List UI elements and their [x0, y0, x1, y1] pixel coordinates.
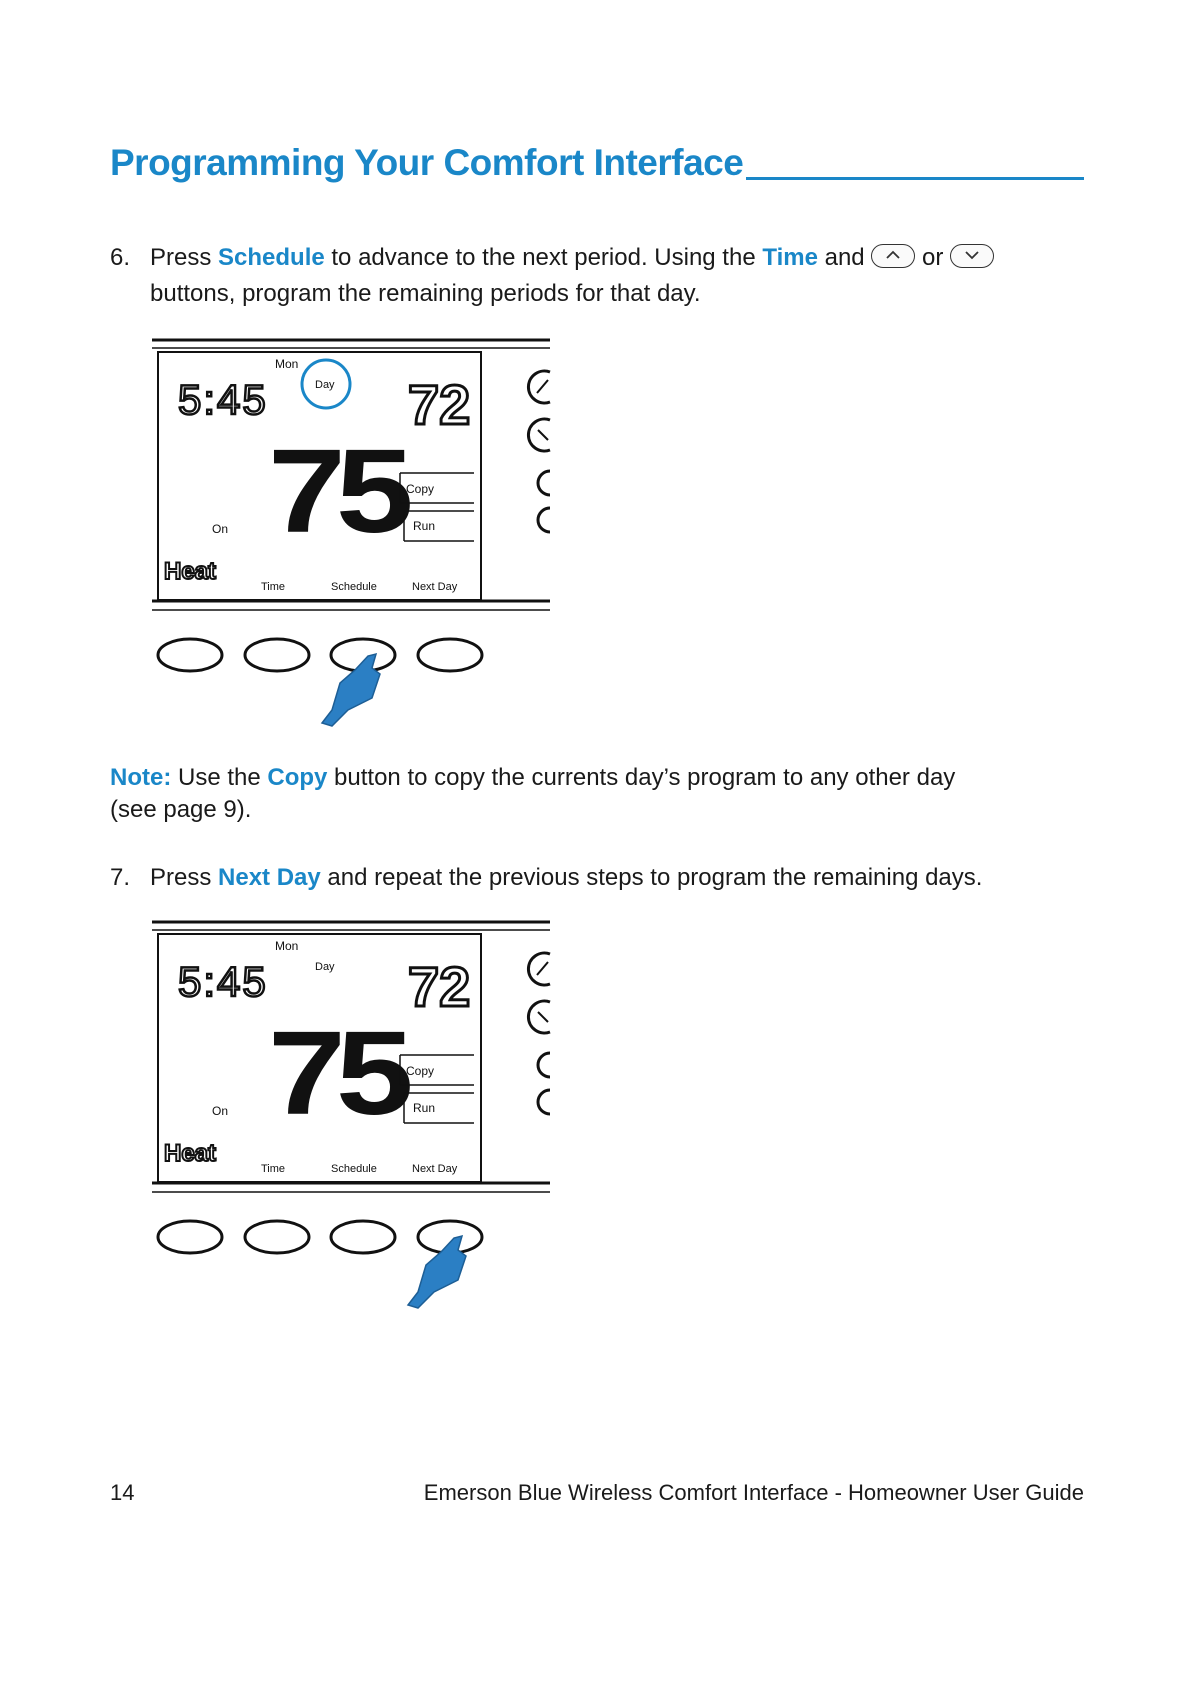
step-number: 7.	[110, 864, 131, 891]
next-day-button	[331, 1221, 395, 1253]
heat-mode-label: Heat	[164, 1140, 217, 1167]
softkey-next-day: Next Day	[412, 1163, 458, 1175]
clock-readout: 5:45	[178, 958, 268, 1005]
heat-mode-label: Heat	[164, 558, 217, 585]
next-day-term: Next Day	[218, 864, 321, 891]
clock-readout: 5:45	[178, 376, 268, 423]
note: Note: Use the Copy button to copy the currents day’s program to any other day	[110, 764, 956, 791]
day-label: Day	[315, 961, 335, 973]
time-button	[158, 1221, 222, 1253]
fourth-button	[418, 639, 482, 671]
copy-label: Copy	[406, 482, 435, 496]
pointing-hand-icon	[408, 1236, 466, 1308]
page-number: 14	[110, 1480, 135, 1505]
copy-term: Copy	[267, 764, 328, 791]
softkey-schedule: Schedule	[331, 1163, 377, 1175]
step-text: Press Schedule to advance to the next period. Using the Time and or	[150, 240, 994, 275]
note-label: Note:	[110, 764, 172, 791]
run-label: Run	[413, 519, 436, 533]
footer-guide-title: Emerson Blue Wireless Comfort Interface - Homeowner User Guide	[423, 1480, 1084, 1505]
day-name: Mon	[275, 357, 299, 371]
up-arrow-button-icon	[871, 244, 915, 268]
schedule-button	[245, 1221, 309, 1253]
softkey-schedule: Schedule	[331, 581, 377, 593]
thermostat-illustration-schedule	[150, 338, 560, 730]
time-button	[158, 639, 222, 671]
run-label: Run	[413, 1101, 436, 1115]
fan-on-label: On	[212, 522, 229, 536]
day-label: Day	[315, 379, 335, 391]
page-title: Programming Your Comfort Interface	[110, 142, 744, 183]
softkey-next-day: Next Day	[412, 581, 458, 593]
setpoint-readout: 75	[268, 1005, 404, 1140]
step-number: 6.	[110, 244, 131, 271]
softkey-time: Time	[261, 581, 286, 593]
day-name: Mon	[275, 939, 299, 953]
time-term: Time	[762, 244, 818, 271]
room-temp-readout: 72	[408, 373, 471, 436]
schedule-button	[245, 639, 309, 671]
pointing-hand-icon	[322, 654, 380, 726]
down-arrow-button-icon	[950, 244, 994, 268]
title-rule	[746, 177, 1084, 180]
note-line2: (see page 9).	[110, 796, 252, 823]
copy-label: Copy	[406, 1064, 435, 1078]
softkey-time: Time	[261, 1163, 286, 1175]
fan-on-label: On	[212, 1104, 229, 1118]
room-temp-readout: 72	[408, 955, 471, 1018]
step-text: Press Next Day and repeat the previous steps to program the remaining days.	[150, 864, 983, 891]
schedule-term: Schedule	[218, 244, 325, 271]
setpoint-readout: 75	[268, 423, 404, 558]
thermostat-illustration-next-day	[150, 920, 560, 1312]
